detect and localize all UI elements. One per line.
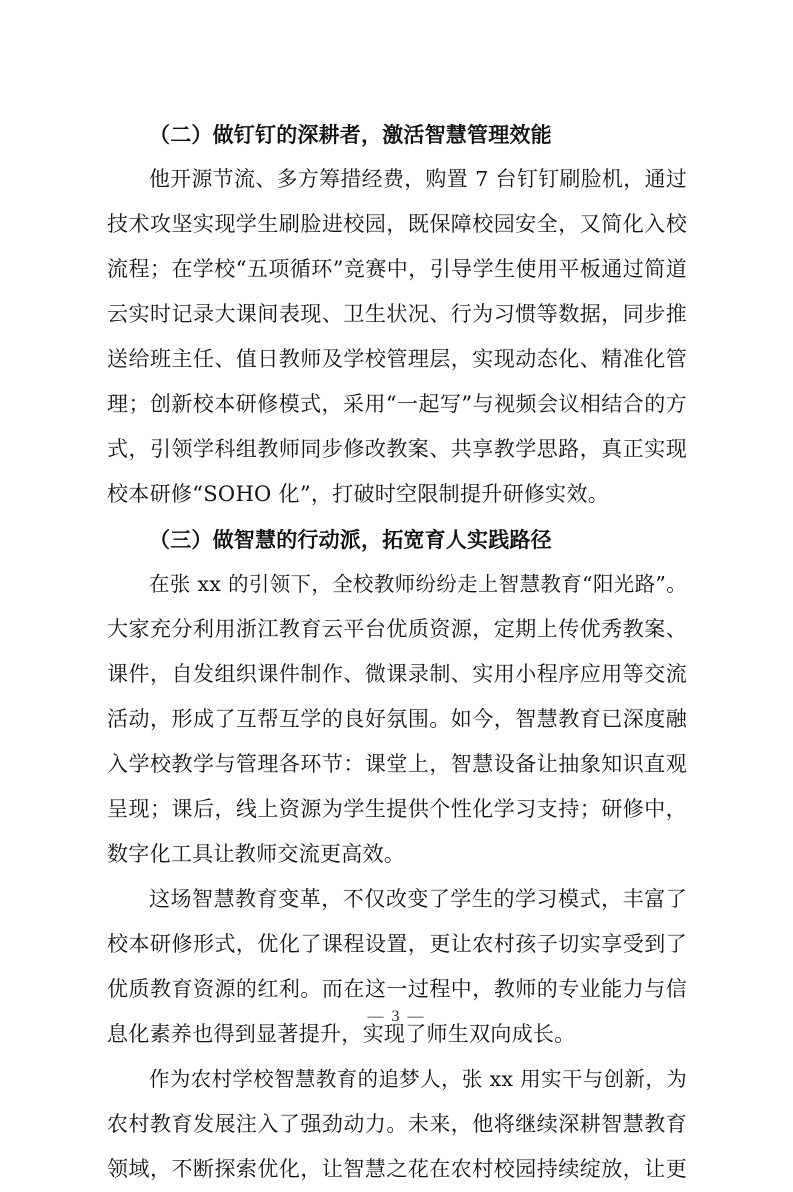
text-line: 大家充分利用浙江教育云平台优质资源，定期上传优秀教案、 (107, 617, 687, 641)
text-line: 活动，形成了互帮互学的良好氛围。如今，智慧教育已深度融 (107, 707, 687, 731)
paragraph (107, 562, 687, 877)
page-number: — 3 — (367, 1008, 426, 1025)
document-body (107, 112, 687, 1192)
text-line: 流程；在学校“五项循环”竞赛中，引导学生使用平板通过简道 (107, 257, 687, 281)
text-line: 理；创新校本研修模式，采用“一起写”与视频会议相结合的方 (107, 392, 687, 416)
text-line: 农村教育发展注入了强劲动力。未来，他将继续深耕智慧教育 (107, 1112, 687, 1136)
section-heading: （三）做智慧的行动派，拓宽育人实践路径 (149, 527, 552, 552)
text-line: 送给班主任、值日教师及学校管理层，实现动态化、精准化管 (107, 347, 687, 371)
text-line: 领域，不断探索优化，让智慧之花在农村校园持续绽放，让更 (107, 1157, 687, 1181)
text-line: 入学校教学与管理各环节：课堂上，智慧设备让抽象知识直观 (107, 752, 687, 776)
text-line: 呈现；课后，线上资源为学生提供个性化学习支持；研修中， (107, 797, 687, 821)
paragraph (107, 877, 687, 1057)
text-line: 课件，自发组织课件制作、微课录制、实用小程序应用等交流 (107, 662, 687, 686)
section-heading: （二）做钉钉的深耕者，激活智慧管理效能 (149, 122, 552, 147)
text-line: 技术攻坚实现学生刷脸进校园，既保障校园安全，又简化入校 (107, 212, 687, 236)
text-line: 他开源节流、多方筹措经费，购置 7 台钉钉刷脸机，通过 (149, 167, 687, 191)
text-line: 在张 xx 的引领下，全校教师纷纷走上智慧教育“阳光路”。 (149, 572, 687, 596)
text-line: 式，引领学科组教师同步修改教案、共享教学思路，真正实现 (107, 437, 687, 461)
text-line: 这场智慧教育变革，不仅改变了学生的学习模式，丰富了 (149, 887, 687, 911)
text-line: 息化素养也得到显著提升，实现了师生双向成长。 (107, 1022, 576, 1046)
text-line: 优质教育资源的红利。而在这一过程中，教师的专业能力与信 (107, 977, 687, 1001)
text-line: 作为农村学校智慧教育的追梦人，张 xx 用实干与创新，为 (149, 1067, 687, 1091)
text-line: 校本研修“SOHO 化”，打破时空限制提升研修实效。 (107, 482, 610, 506)
paragraph (107, 1057, 687, 1192)
text-line: 数字化工具让教师交流更高效。 (107, 842, 406, 866)
text-line: 云实时记录大课间表现、卫生状况、行为习惯等数据，同步推 (107, 302, 687, 326)
paragraph (107, 157, 687, 517)
text-line: 校本研修形式，优化了课程设置，更让农村孩子切实享受到了 (107, 932, 687, 956)
